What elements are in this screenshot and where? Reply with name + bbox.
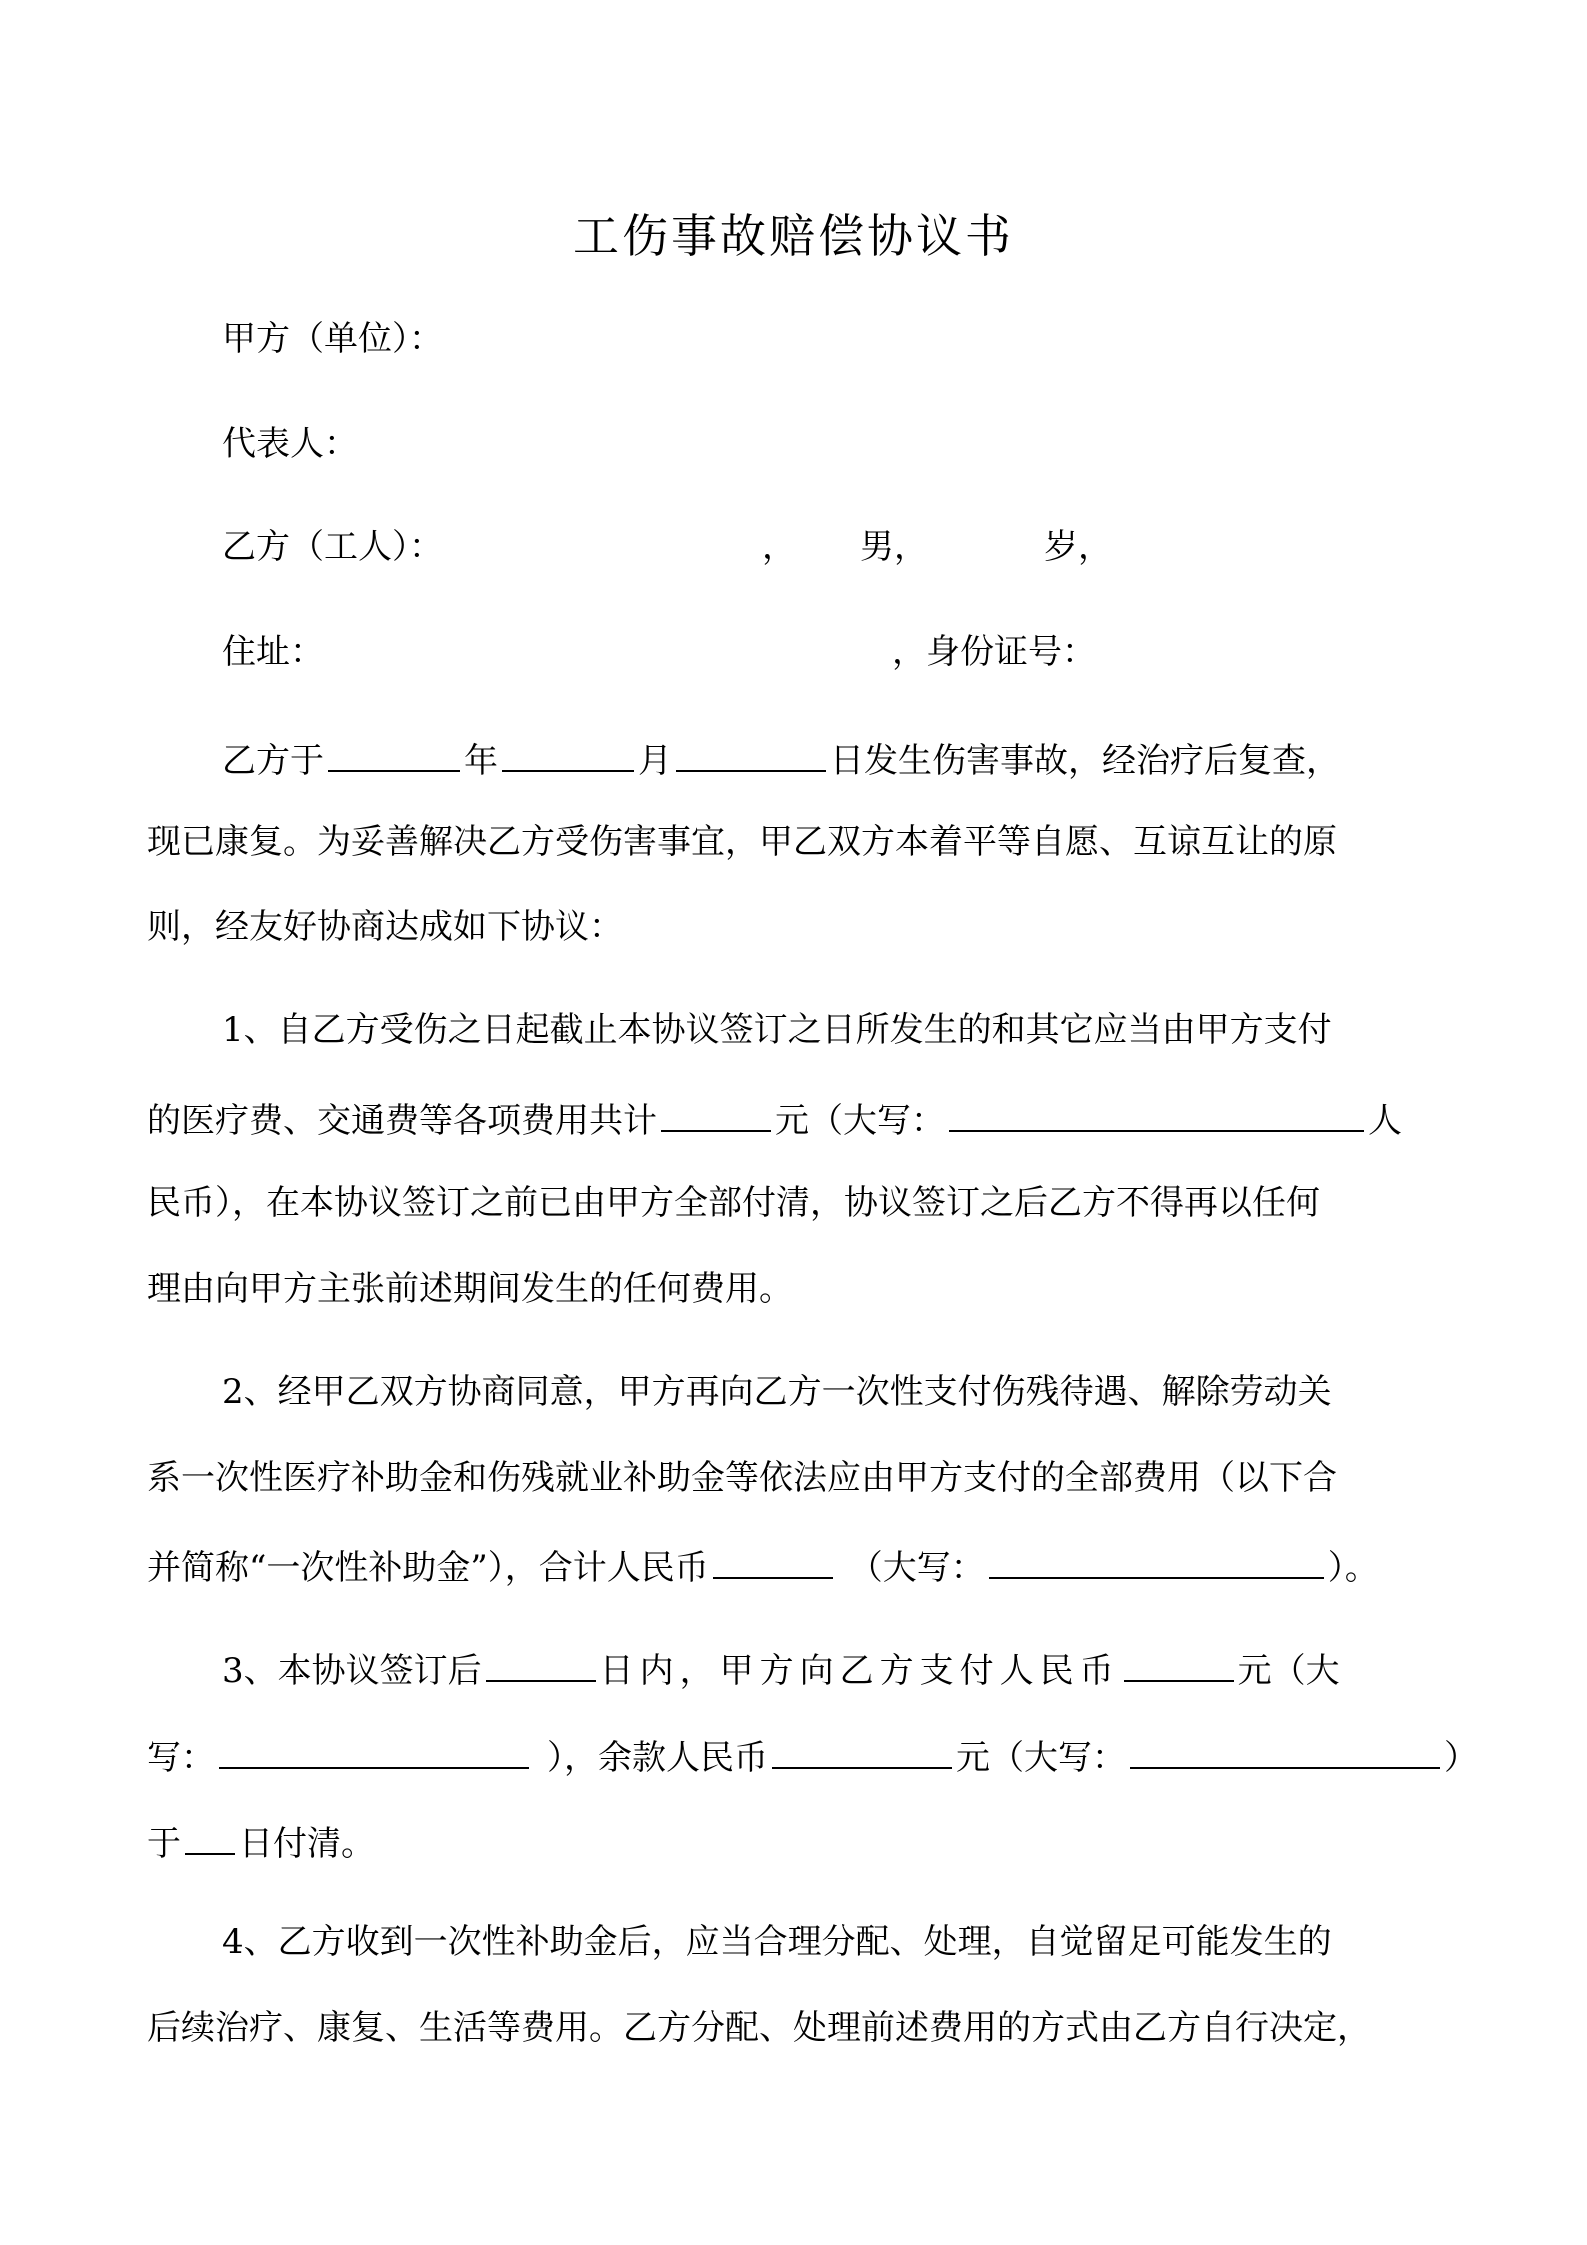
intro-line-2: 现已康复。为妥善解决乙方受伤害事宜，甲乙双方本着平等自愿、互谅互让的原 [147, 822, 1337, 862]
clause3-xie: 写： [147, 1738, 215, 1778]
representative-line [222, 424, 1447, 464]
year-blank [328, 740, 460, 772]
clause3-capital-blank [219, 1737, 529, 1769]
intro-text-a: 乙方于 [222, 741, 324, 781]
clause1-ren-text: 人 [1368, 1101, 1402, 1141]
clause4-line-1: 4、乙方收到一次性补助金后，应当合理分配、处理，自觉留足可能发生的 [222, 1922, 1332, 1962]
id-number-label: ，身份证号： [892, 632, 1096, 672]
clause1-line-3: 民币），在本协议签订之前已由甲方全部付清，协议签订之后乙方不得再以任何 [147, 1183, 1320, 1223]
clause4-line-2: 后续治疗、康复、生活等费用。乙方分配、处理前述费用的方式由乙方自行决定， [147, 2008, 1371, 2048]
intro-line-3: 则，经友好协商达成如下协议： [147, 907, 623, 947]
clause3-pay-blank [1124, 1650, 1234, 1682]
clause3-line-1 [222, 1650, 1447, 1691]
clause1-line-1: 1、自乙方受伤之日起截止本协议签订之日所发生的和其它应当由甲方支付 [222, 1010, 1332, 1050]
address-label: 住址： [222, 632, 324, 672]
clause1-line-4: 理由向甲方主张前述期间发生的任何费用。 [147, 1269, 793, 1309]
document-title: 工伤事故赔偿协议书 [573, 209, 1014, 263]
clause2-capital-blank [989, 1547, 1324, 1579]
clause3-line-2 [147, 1737, 1478, 1778]
day-blank [676, 740, 826, 772]
representative-label: 代表人： [222, 424, 358, 464]
clause3-yu: 于 [147, 1824, 181, 1864]
month-label: 月 [638, 741, 672, 781]
clause2-capital-label: （大写： [848, 1548, 985, 1588]
clause2-amount-blank [713, 1547, 833, 1579]
clause1-capital-label: 元（大写： [775, 1101, 945, 1141]
clause3-balance-blank [772, 1737, 952, 1769]
clause1-line-2 [147, 1100, 1447, 1141]
party-b-comma: ， [762, 527, 796, 567]
clause2-close: ）。 [1327, 1548, 1379, 1588]
party-b-gender: 男， [860, 527, 928, 567]
clause3-after-sign: 3、本协议签订后 [222, 1651, 482, 1691]
clause1-total-blank [661, 1100, 771, 1132]
clause2-line-3 [147, 1547, 1447, 1588]
clause2-line-1: 2、经甲乙双方协商同意，甲方再向乙方一次性支付伤残待遇、解除劳动关 [222, 1372, 1332, 1412]
clause3-line-3 [147, 1823, 1447, 1864]
intro-line-1 [222, 740, 1447, 781]
clause3-balance-text: ），余款人民币 [547, 1738, 768, 1778]
party-b-age: 岁， [1044, 527, 1112, 567]
party-a-label: 甲方（单位）： [222, 319, 443, 359]
clause3-balance-capital-blank [1130, 1737, 1440, 1769]
day-label: 日发生伤害事故，经治疗后复查， [830, 741, 1340, 781]
clause2-total-text: 并简称“一次性补助金”），合计人民币 [147, 1548, 709, 1588]
month-blank [502, 740, 634, 772]
clause3-days-blank [486, 1650, 596, 1682]
clause1-capital-blank [949, 1100, 1364, 1132]
clause3-yuan: 元（大 [1237, 1651, 1340, 1691]
party-a-line [222, 319, 1447, 359]
year-label: 年 [464, 741, 498, 781]
clause3-close: ） [1444, 1738, 1478, 1778]
clause3-date-blank [185, 1823, 235, 1855]
clause3-paid-text: 日付清。 [239, 1824, 375, 1864]
party-b-label: 乙方（工人）： [222, 527, 443, 567]
clause1-total-text: 的医疗费、交通费等各项费用共计 [147, 1101, 657, 1141]
clause3-pay-text: 日内，甲方向乙方支付人民币 [599, 1651, 1120, 1691]
clause2-line-2: 系一次性医疗补助金和伤残就业补助金等依法应由甲方支付的全部费用（以下合 [147, 1458, 1337, 1498]
clause3-balance-capital-label: 元（大写： [956, 1738, 1126, 1778]
